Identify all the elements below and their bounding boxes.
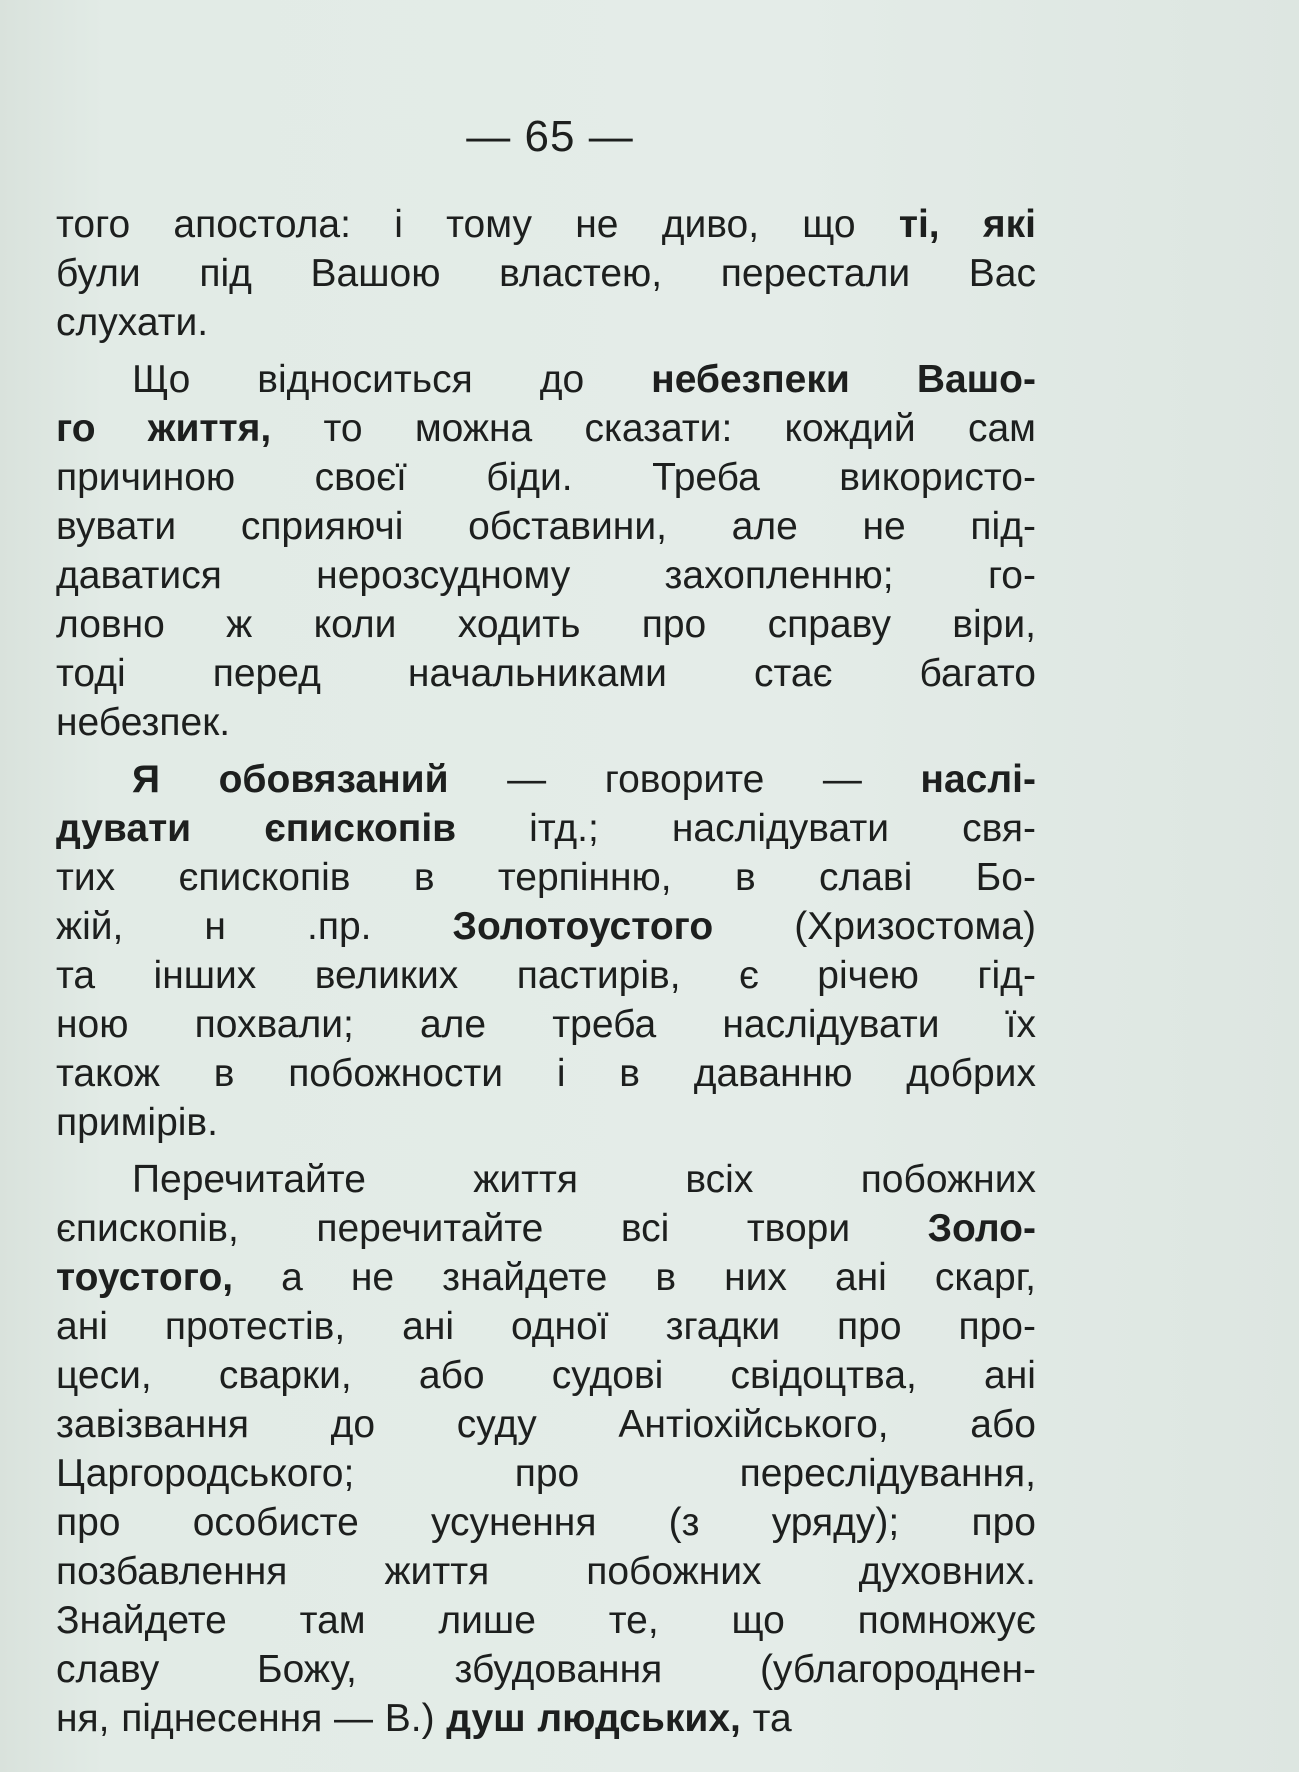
word: багато	[919, 652, 1036, 695]
word: тому	[446, 203, 532, 246]
word: і	[556, 1052, 566, 1095]
word: інших	[153, 954, 257, 997]
word: сказати:	[584, 407, 733, 450]
bold-word: обовязаний	[218, 758, 449, 801]
bold-word: душ	[446, 1697, 526, 1740]
word: ітд.;	[529, 807, 599, 850]
word: Божу,	[257, 1648, 357, 1691]
word: до	[539, 358, 585, 401]
word: не	[862, 505, 906, 548]
text-line	[56, 200, 1036, 249]
word: життя	[384, 1550, 490, 1593]
bold-word: єпископів	[264, 807, 457, 850]
word: в	[619, 1052, 640, 1095]
word: —	[334, 1697, 374, 1740]
word: єпископів	[178, 856, 351, 899]
word: твори	[746, 1207, 851, 1250]
word: єпископів,	[56, 1207, 239, 1250]
word: наслідувати	[722, 1003, 940, 1046]
word: тоді	[56, 652, 126, 695]
word: даванню	[693, 1052, 853, 1095]
text-line	[56, 698, 1036, 747]
word: треба	[552, 1003, 657, 1046]
bold-word: які	[982, 203, 1036, 246]
word: свя-	[962, 807, 1036, 850]
word: тих	[56, 856, 116, 899]
word: в	[213, 1052, 235, 1095]
word: всіх	[685, 1158, 754, 1201]
text-line	[56, 298, 1036, 347]
word: ані	[402, 1305, 455, 1348]
word: стає	[753, 652, 833, 695]
word: про	[514, 1452, 580, 1495]
text-line	[56, 1049, 1036, 1098]
text-line	[56, 951, 1036, 1000]
word: збудовання	[454, 1648, 663, 1691]
word: скарг,	[934, 1256, 1036, 1299]
word: всі	[620, 1207, 670, 1250]
word: ною	[56, 1003, 129, 1046]
bold-word: тоустого,	[56, 1256, 234, 1299]
bold-word: Золо-	[927, 1207, 1036, 1250]
text-line	[56, 1000, 1036, 1049]
word: Треба	[652, 456, 760, 499]
word: Бо-	[975, 856, 1036, 899]
word: кождий	[784, 407, 916, 450]
word: життя	[473, 1158, 579, 1201]
word: похвали;	[194, 1003, 354, 1046]
word: ловно	[56, 603, 165, 646]
text-line	[56, 1596, 1036, 1645]
word: те,	[608, 1599, 659, 1642]
word: використо-	[839, 456, 1036, 499]
word: небезпек.	[56, 701, 231, 744]
word: особисте	[192, 1501, 359, 1544]
word: та	[56, 954, 96, 997]
text-line	[56, 453, 1036, 502]
word: гід-	[977, 954, 1036, 997]
word: .пр.	[307, 905, 372, 948]
word: не	[575, 203, 619, 246]
word: добрих	[906, 1052, 1036, 1095]
word: ня,	[56, 1697, 110, 1740]
word: коли	[313, 603, 397, 646]
word: начальниками	[407, 652, 667, 695]
text-line	[56, 649, 1036, 698]
word: але	[731, 505, 798, 548]
word: даватися	[56, 554, 222, 597]
word: помножує	[857, 1599, 1036, 1642]
word: ходить	[457, 603, 581, 646]
word: завізвання	[56, 1403, 250, 1446]
word: духовних.	[858, 1550, 1036, 1593]
word: побожних	[586, 1550, 762, 1593]
word: нерозсудному	[316, 554, 571, 597]
text-line	[56, 902, 1036, 951]
word: В.)	[384, 1697, 435, 1740]
bold-word: небезпеки	[651, 358, 850, 401]
word: своєї	[314, 456, 407, 499]
word: справу	[767, 603, 891, 646]
text-line	[56, 1098, 1036, 1147]
word: про-	[958, 1305, 1036, 1348]
bold-word: життя,	[147, 407, 272, 450]
word: піднесення	[121, 1697, 323, 1740]
text-line	[56, 853, 1036, 902]
word: славі	[818, 856, 913, 899]
word: (ублагороднен-	[759, 1648, 1036, 1691]
word: пастирів,	[516, 954, 681, 997]
word: побожности	[288, 1052, 504, 1095]
word: в	[413, 856, 435, 899]
text-line	[56, 1547, 1036, 1596]
text-line	[56, 249, 1036, 298]
word: судові	[551, 1354, 664, 1397]
word: вувати	[56, 505, 177, 548]
word: перечитайте	[316, 1207, 544, 1250]
word: одної	[510, 1305, 609, 1348]
word: н	[204, 905, 226, 948]
word: перед	[212, 652, 321, 695]
paragraph	[56, 200, 1036, 347]
word: про	[971, 1501, 1036, 1544]
bold-word: наслі-	[920, 758, 1036, 801]
text-line	[56, 1400, 1036, 1449]
word: Що	[132, 358, 191, 401]
text-line	[56, 1351, 1036, 1400]
text-line	[56, 804, 1036, 853]
paragraph-gap	[56, 347, 1036, 355]
word: протестів,	[164, 1305, 346, 1348]
bold-word: го	[56, 407, 96, 450]
word: перестали	[720, 252, 911, 295]
word: до	[330, 1403, 376, 1446]
word: в	[734, 856, 756, 899]
word: що	[731, 1599, 785, 1642]
word: про	[56, 1501, 121, 1544]
word: Царгородського;	[56, 1452, 355, 1495]
word: ані	[984, 1354, 1036, 1397]
word: можна	[414, 407, 533, 450]
text-line	[56, 1449, 1036, 1498]
word: то	[323, 407, 363, 450]
word: Перечитайте	[132, 1158, 366, 1201]
word: —	[822, 758, 862, 801]
word: та	[752, 1697, 792, 1740]
word: віри,	[952, 603, 1036, 646]
word: слухати.	[56, 301, 209, 344]
body-text	[56, 200, 1036, 1743]
bold-word: дувати	[56, 807, 192, 850]
word: суду	[456, 1403, 537, 1446]
text-line	[56, 404, 1036, 453]
word: сварки,	[218, 1354, 352, 1397]
word: Антіохійського,	[618, 1403, 889, 1446]
word: позбавлення	[56, 1550, 288, 1593]
word: примірів.	[56, 1101, 218, 1144]
word: (з	[668, 1501, 700, 1544]
word: річею	[817, 954, 919, 997]
paragraph	[56, 1155, 1036, 1743]
word: або	[970, 1403, 1036, 1446]
text-line	[56, 1155, 1036, 1204]
word: сам	[967, 407, 1036, 450]
word: згадки	[665, 1305, 781, 1348]
word: ж	[226, 603, 253, 646]
bold-word: людських,	[537, 1697, 741, 1740]
word: свідоцтва,	[730, 1354, 917, 1397]
text-line	[56, 1694, 1036, 1743]
word: або	[418, 1354, 485, 1397]
word: апостола:	[173, 203, 351, 246]
word: уряду);	[771, 1501, 900, 1544]
word: Вас	[968, 252, 1036, 295]
word: обставини,	[468, 505, 667, 548]
word: є	[738, 954, 759, 997]
word: відноситься	[257, 358, 473, 401]
page-number: — 65 —	[466, 112, 634, 161]
text-line	[56, 1253, 1036, 1302]
paragraph-gap	[56, 1147, 1036, 1155]
word: лише	[438, 1599, 536, 1642]
text-line	[56, 355, 1036, 404]
word: знайдете	[442, 1256, 608, 1299]
word: не	[350, 1256, 395, 1299]
bold-word: Золотоустого	[452, 905, 714, 948]
word: цеси,	[56, 1354, 152, 1397]
text-line	[56, 1645, 1036, 1694]
word: були	[56, 252, 141, 295]
word: що	[802, 203, 856, 246]
word: причиною	[56, 456, 236, 499]
text-line	[56, 502, 1036, 551]
text-line	[56, 1204, 1036, 1253]
word: і	[394, 203, 403, 246]
text-line	[56, 600, 1036, 649]
word: під-	[970, 505, 1036, 548]
paragraph-gap	[56, 747, 1036, 755]
word: властею,	[499, 252, 663, 295]
bold-word: Вашо-	[916, 358, 1036, 401]
word: переслідування,	[739, 1452, 1036, 1495]
text-line	[56, 1498, 1036, 1547]
word: про	[837, 1305, 902, 1348]
word: го-	[987, 554, 1036, 597]
text-line	[56, 1302, 1036, 1351]
word: захопленню;	[664, 554, 894, 597]
word: під	[199, 252, 252, 295]
word: там	[299, 1599, 366, 1642]
word: в	[655, 1256, 677, 1299]
word: а	[281, 1256, 303, 1299]
word: ані	[834, 1256, 887, 1299]
word: також	[56, 1052, 160, 1095]
word: але	[419, 1003, 487, 1046]
word: жій,	[56, 905, 124, 948]
word: диво,	[661, 203, 760, 246]
bold-word: Я	[132, 758, 161, 801]
word: ані	[56, 1305, 108, 1348]
word: Знайдете	[56, 1599, 227, 1642]
word: біди.	[486, 456, 573, 499]
text-line	[56, 551, 1036, 600]
word: про	[641, 603, 707, 646]
word: усунення	[430, 1501, 597, 1544]
word: них	[724, 1256, 787, 1299]
word: сприяючі	[240, 505, 404, 548]
word: великих	[314, 954, 459, 997]
word: терпінню,	[497, 856, 672, 899]
word: (Хризостома)	[794, 905, 1036, 948]
paragraph	[56, 755, 1036, 1147]
word: їх	[1005, 1003, 1036, 1046]
word: наслідувати	[671, 807, 890, 850]
paragraph	[56, 355, 1036, 747]
word: говорите	[604, 758, 765, 801]
word: побожних	[860, 1158, 1036, 1201]
word: —	[507, 758, 547, 801]
bold-word: ті,	[898, 203, 940, 246]
word: Вашою	[310, 252, 441, 295]
word: славу	[56, 1648, 160, 1691]
word: того	[56, 203, 131, 246]
text-line	[56, 755, 1036, 804]
